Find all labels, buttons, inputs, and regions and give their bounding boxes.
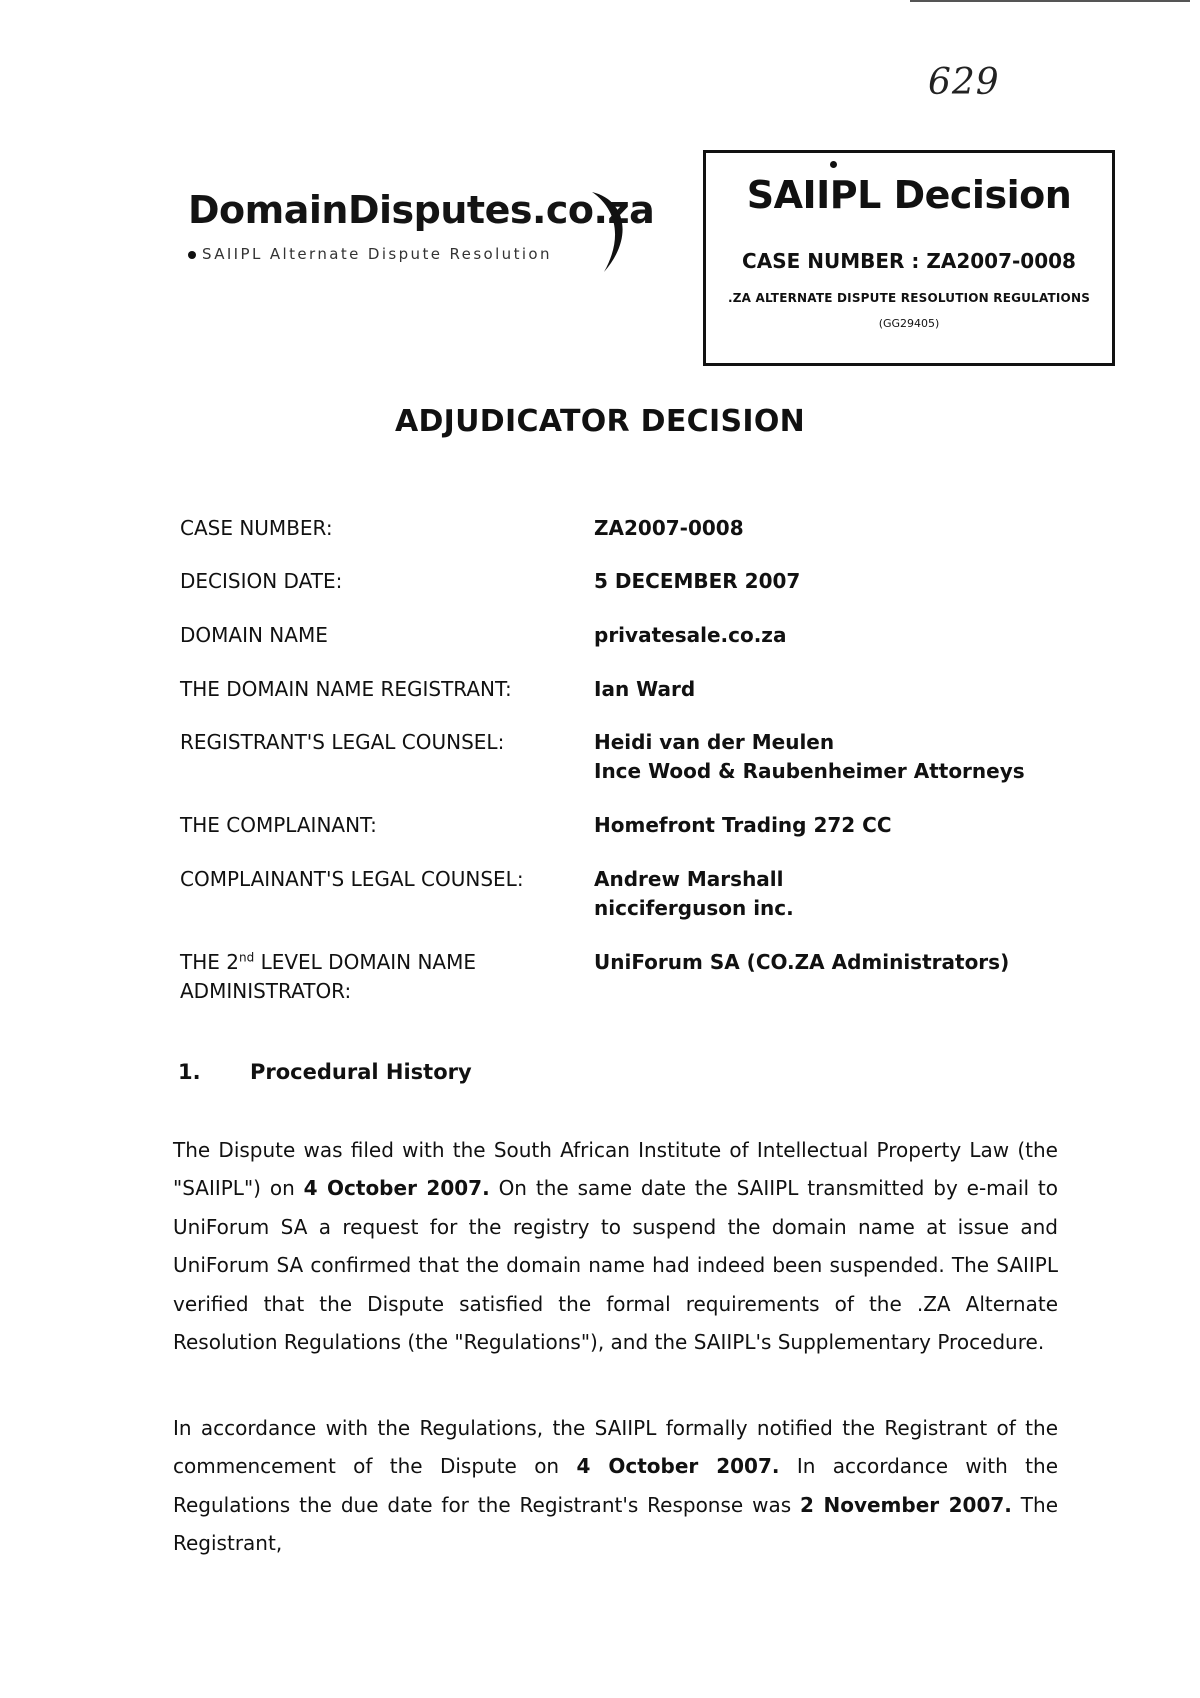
logo-tagline: SAIIPL Alternate Dispute Resolution: [202, 245, 552, 263]
detail-value: ZA2007-0008: [594, 516, 744, 540]
detail-label: [180, 948, 580, 1006]
paragraph-procedural-1: [173, 1131, 1058, 1361]
detail-value-line: Heidi van der Meulen: [594, 730, 835, 754]
detail-label: COMPLAINANT'S LEGAL COUNSEL:: [180, 867, 524, 891]
logo-bullet-icon: [188, 251, 196, 259]
saiipl-decision-box: [703, 150, 1115, 366]
text-run: In accordance with the Regulations, the SAIIPL formally notified the Registrant of the commencement of the Dispute on: [173, 1416, 1058, 1479]
label-part: THE 2: [180, 950, 239, 974]
text-run: In accordance with the Regulations the due date for the Registrant's Response was: [173, 1454, 1058, 1517]
label-part: LEVEL DOMAIN NAME: [254, 950, 477, 974]
detail-value-line: Andrew Marshall: [594, 867, 784, 891]
logo-sub-text: [188, 245, 552, 263]
text-run: The Dispute was filed with the South African Institute of Intellectual Property Law (the "SAIIPL") on: [173, 1138, 1058, 1201]
detail-label: CASE NUMBER:: [180, 516, 333, 540]
detail-value: Homefront Trading 272 CC: [594, 813, 892, 837]
handwritten-page-number: 629: [928, 62, 1000, 103]
domaindisputes-logo: [188, 188, 655, 278]
detail-value: [594, 728, 1094, 786]
detail-value: UniForum SA (CO.ZA Administrators): [594, 950, 1010, 974]
top-edge-line: [910, 0, 1190, 2]
bold-date: 4 October 2007.: [303, 1176, 490, 1201]
detail-value: 5 DECEMBER 2007: [594, 569, 801, 593]
section-title: Procedural History: [250, 1060, 472, 1084]
detail-value: privatesale.co.za: [594, 623, 787, 647]
detail-value: Ian Ward: [594, 677, 696, 701]
detail-label: DECISION DATE:: [180, 569, 343, 593]
section-heading: [178, 1060, 472, 1084]
bold-date: 2 November 2007.: [800, 1492, 1012, 1517]
detail-label: THE COMPLAINANT:: [180, 813, 377, 837]
logo-main-text: DomainDisputes.co.za: [188, 188, 655, 232]
detail-label-line: [180, 948, 580, 977]
bold-date: 4 October 2007.: [576, 1454, 780, 1479]
detail-label: REGISTRANT'S LEGAL COUNSEL:: [180, 730, 505, 754]
document-title: ADJUDICATOR DECISION: [394, 404, 806, 439]
box-gazette: (GG29405): [878, 317, 940, 330]
detail-value: [594, 865, 1094, 923]
detail-value-line: Ince Wood & Raubenheimer Attorneys: [594, 759, 1025, 783]
box-title: SAIIPL Decision: [746, 173, 1072, 217]
box-case-number: CASE NUMBER : ZA2007-0008: [742, 249, 1076, 273]
paragraph-procedural-2: [173, 1409, 1058, 1563]
text-run: The Registrant,: [173, 1492, 1059, 1556]
detail-label: THE DOMAIN NAME REGISTRANT:: [180, 677, 512, 701]
box-regulations: .ZA ALTERNATE DISPUTE RESOLUTION REGULATIONS: [727, 291, 1091, 305]
text-run: On the same date the SAIIPL transmitted by e-mail to UniForum SA a request for the registry to suspend the domain name at issue and UniForum SA confirmed that the domain name had indeed been suspended. The SAIIPL verified that the Dispute satisfied the formal requirements of the .ZA Alternate Resolution Regulations (the "Regulations"), and the SAIIPL's Supplementary Procedure.: [173, 1176, 1058, 1355]
label-superscript: nd: [238, 950, 255, 965]
detail-value-line: nicciferguson inc.: [594, 896, 794, 920]
detail-label-line: ADMINISTRATOR:: [180, 979, 352, 1003]
detail-label: DOMAIN NAME: [180, 623, 328, 647]
section-number: 1.: [178, 1060, 201, 1084]
title-dot-icon: [830, 161, 837, 168]
logo-swoosh-icon: [586, 188, 638, 278]
